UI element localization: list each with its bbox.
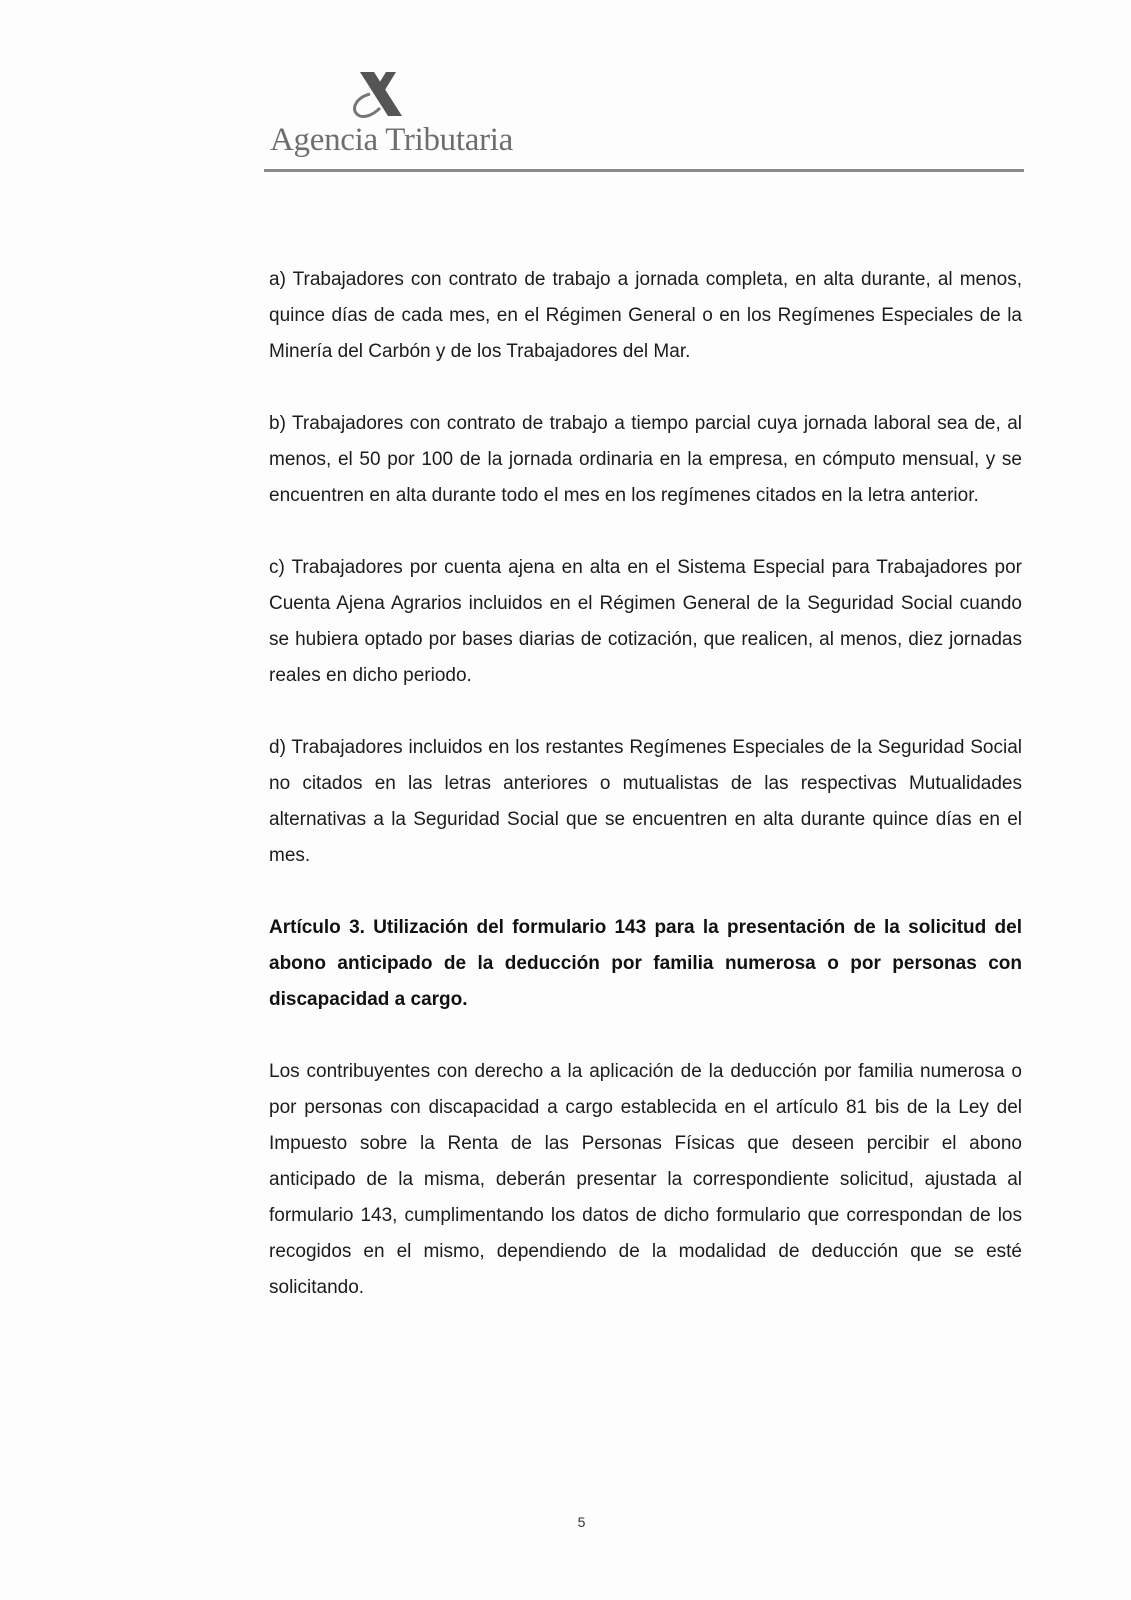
paragraph-d: d) Trabajadores incluidos en los restantes Regímenes Especiales de la Seguridad Social no citados en las letras anteriores o mutualistas de las respectivas Mutualidades alternativas a la Seguridad Social que se encuentren en alta durante quince días en el mes. xyxy=(269,737,1022,866)
article-3-heading: Artículo 3. Utilización del formulario 143 para la presentación de la solicitud del abono anticipado de la deducción por familia numerosa o por personas con discapacidad a cargo. xyxy=(269,917,1022,1010)
page-header xyxy=(264,60,1024,172)
agencia-tributaria-logo-icon xyxy=(350,68,410,120)
document-body xyxy=(269,262,1022,1342)
header-divider xyxy=(264,169,1024,172)
paragraph-c: c) Trabajadores por cuenta ajena en alta en el Sistema Especial para Trabajadores por Cuenta Ajena Agrarios incluidos en el Régimen General de la Seguridad Social cuando se hubiera optado por bases diarias de cotización, que realicen, al menos, diez jornadas reales en dicho periodo. xyxy=(269,557,1022,686)
article-3-paragraph: Los contribuyentes con derecho a la aplicación de la deducción por familia numerosa o por personas con discapacidad a cargo establecida en el artículo 81 bis de la Ley del Impuesto sobre la Renta de las Personas Físicas que deseen percibir el abono anticipado de la misma, deberán presentar la correspondiente solicitud, ajustada al formulario 143, cumplimentando los datos de dicho formulario que correspondan de los recogidos en el mismo, dependiendo de la modalidad de deducción que se esté solicitando. xyxy=(269,1061,1022,1298)
brand-name: Agencia Tributaria xyxy=(270,122,513,158)
page-number: 5 xyxy=(577,1514,586,1530)
paragraph-b: b) Trabajadores con contrato de trabajo a tiempo parcial cuya jornada laboral sea de, al menos, el 50 por 100 de la jornada ordinaria en la empresa, en cómputo mensual, y se encuentren en alta durante todo el mes en los regímenes citados en la letra anterior. xyxy=(269,413,1022,506)
paragraph-a: a) Trabajadores con contrato de trabajo a jornada completa, en alta durante, al menos, quince días de cada mes, en el Régimen General o en los Regímenes Especiales de la Minería del Carbón y de los Trabajadores del Mar. xyxy=(269,269,1022,362)
